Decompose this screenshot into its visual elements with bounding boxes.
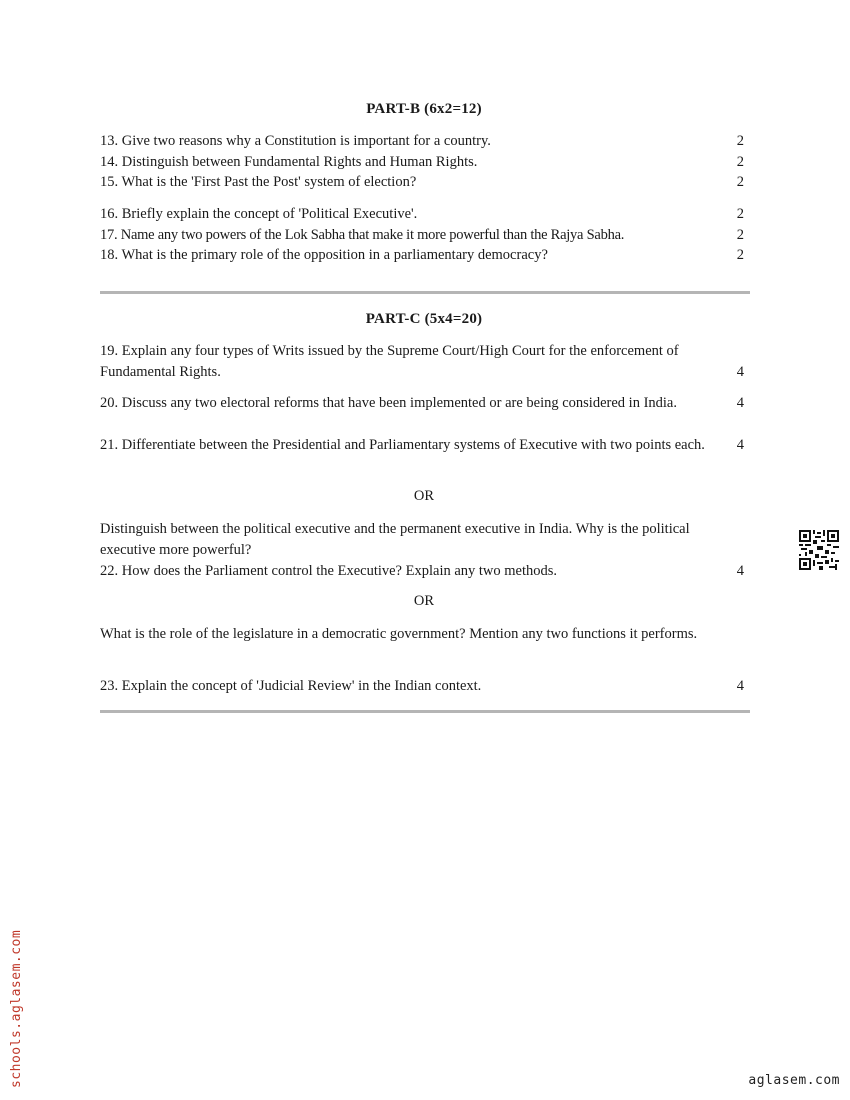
question-text: 14. Distinguish between Fundamental Rights and Human Rights. bbox=[100, 154, 478, 170]
question-text: What is the role of the legislature in a democratic government? Mention any two functions it performs. bbox=[100, 626, 698, 642]
question-18 bbox=[100, 245, 748, 266]
question-23 bbox=[100, 676, 748, 697]
question-text: 13. Give two reasons why a Constitution is important for a country. bbox=[100, 133, 491, 149]
section-divider bbox=[100, 710, 750, 713]
question-marks: 2 bbox=[736, 154, 744, 170]
question-marks: 2 bbox=[736, 247, 744, 263]
qr-code-icon bbox=[799, 530, 839, 570]
question-14 bbox=[100, 152, 748, 173]
section-divider bbox=[100, 291, 750, 294]
question-text: 20. Discuss any two electoral reforms that have been implemented or are being considered in India. bbox=[100, 395, 677, 411]
question-13 bbox=[100, 131, 748, 152]
question-19 bbox=[100, 341, 748, 383]
question-text: 17. Name any two powers of the Lok Sabha that make it more powerful than the Rajya Sabha. bbox=[100, 227, 625, 243]
question-marks: 4 bbox=[736, 678, 744, 694]
question-text: 15. What is the 'First Past the Post' system of election? bbox=[100, 174, 417, 190]
or-separator: OR bbox=[413, 593, 435, 609]
footer-watermark-url: aglasem.com bbox=[748, 1073, 840, 1088]
part-c-heading: PART-C (5x4=20) bbox=[365, 311, 483, 327]
question-21-alternative bbox=[100, 519, 748, 561]
question-text: Distinguish between the political executive and the permanent executive in India. Why is the political executive more powerful? bbox=[100, 521, 690, 558]
question-22 bbox=[100, 561, 748, 582]
question-marks: 2 bbox=[736, 133, 744, 149]
question-marks: 2 bbox=[736, 227, 744, 243]
question-22-alternative bbox=[100, 624, 748, 645]
question-marks: 2 bbox=[736, 174, 744, 190]
question-text: 19. Explain any four types of Writs issued by the Supreme Court/High Court for the enforcement of Fundamental Rights. bbox=[100, 343, 679, 380]
or-separator: OR bbox=[413, 488, 435, 504]
question-20 bbox=[100, 393, 748, 414]
question-marks: 2 bbox=[736, 206, 744, 222]
question-marks: 4 bbox=[736, 437, 744, 453]
question-21 bbox=[100, 435, 748, 456]
question-16 bbox=[100, 204, 748, 225]
question-text: 21. Differentiate between the Presidential and Parliamentary systems of Executive with two points each. bbox=[100, 437, 705, 453]
question-15 bbox=[100, 172, 748, 193]
question-marks: 4 bbox=[736, 364, 744, 380]
part-b-heading: PART-B (6x2=12) bbox=[366, 101, 482, 117]
question-marks: 4 bbox=[736, 563, 744, 579]
question-text: 22. How does the Parliament control the Executive? Explain any two methods. bbox=[100, 563, 558, 579]
question-17 bbox=[100, 225, 748, 246]
question-text: 23. Explain the concept of 'Judicial Review' in the Indian context. bbox=[100, 678, 482, 694]
question-text: 18. What is the primary role of the opposition in a parliamentary democracy? bbox=[100, 247, 548, 263]
question-marks: 4 bbox=[736, 395, 744, 411]
question-text: 16. Briefly explain the concept of 'Political Executive'. bbox=[100, 206, 418, 222]
side-watermark-url: schools.aglasem.com bbox=[9, 929, 24, 1088]
